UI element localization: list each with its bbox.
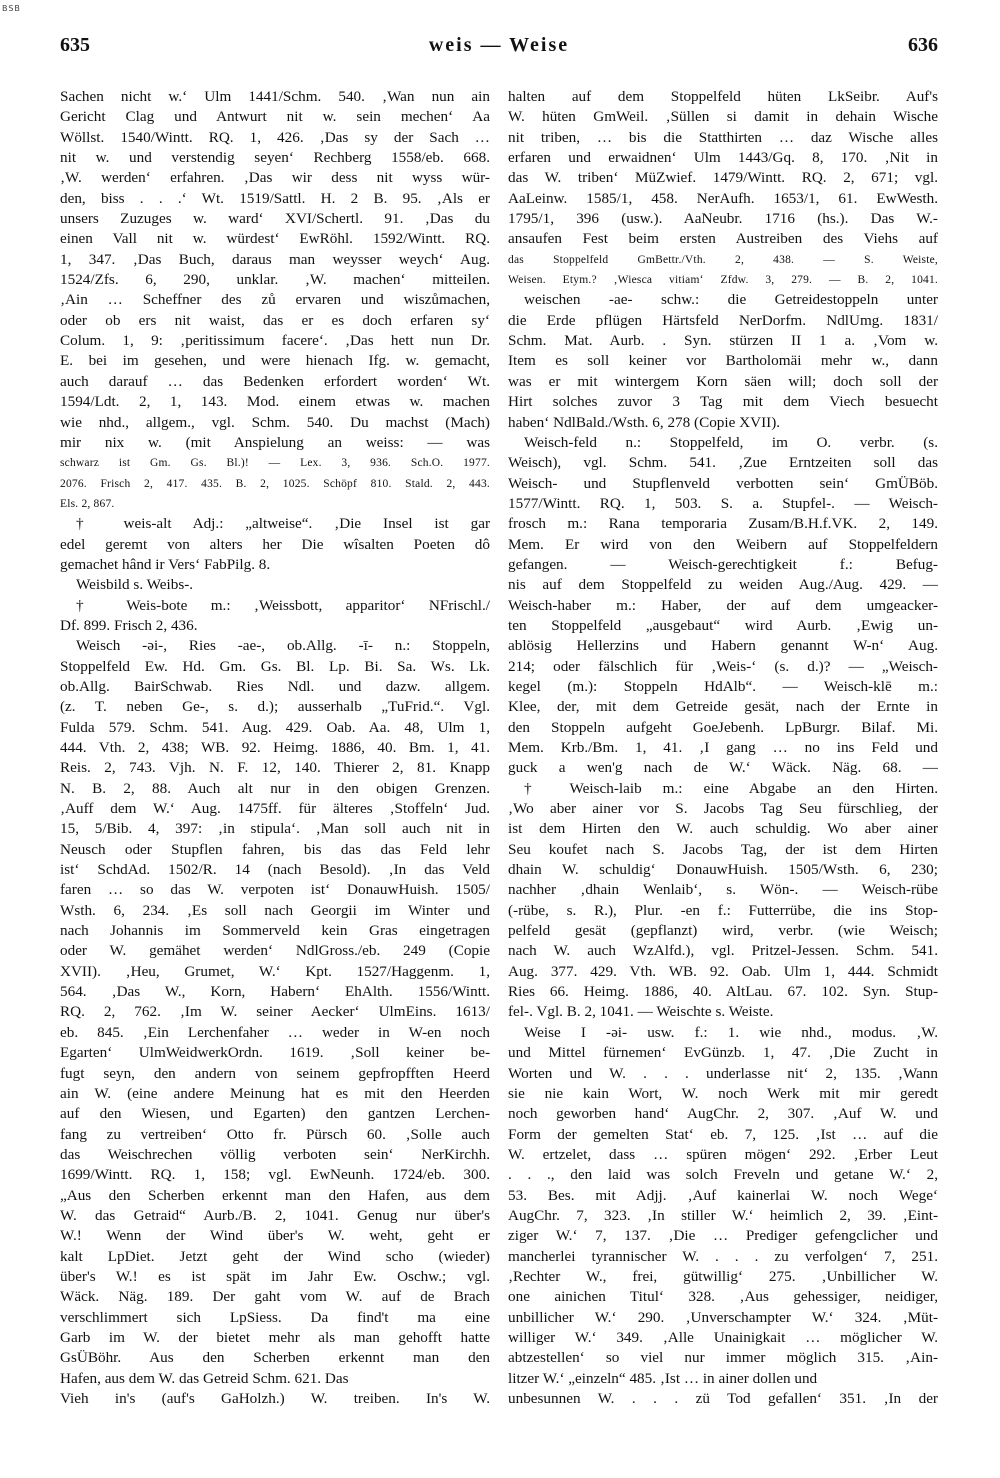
text-line: ‚Ain … Scheffner des zů ervaren und wiszůmachen, (60, 291, 490, 309)
text-line: schwarz ist Gm. Gs. Bl.)! — Lex. 3, 936. Sch.O. 1977. (60, 457, 490, 470)
text-line: die Erde pflügen Härtsfeld NerDorfm. NdlUmg. 1831/ (508, 311, 938, 329)
text-line: erfaren und erwaidnen‘ Ulm 1443/Gq. 8, 170. ‚Nit in (508, 149, 938, 167)
text-line: Mem. Krb./Bm. 1, 41. ‚I gang … no ins Feld und (508, 739, 938, 756)
text-line: nach Johannis im Sommerveld kein Gras eingetragen (60, 922, 490, 940)
text-line: ansaufen Fest beim ersten Austreiben des Viehs auf (508, 230, 938, 248)
text-line: W. hüten GmWeil. ‚Süllen si damit in dehain Wische (508, 108, 938, 126)
text-line: das W. triben‘ MüZwief. 1479/Wintt. RQ. 2, 671; vgl. (508, 169, 938, 187)
text-line: das Weischrechen völlig verboten sein‘ NerKirchh. (60, 1145, 490, 1163)
text-line: Vieh in's (auf's GaHolzh.) W. treiben. In's W. (60, 1390, 490, 1407)
text-line: AaLeinw. 1585/1, 458. NerAufh. 1653/1, 61. EwWesth. (508, 189, 938, 207)
text-line: one ainichen Titul‘ 328. ‚Aus gehessiger, neidiger, (508, 1288, 938, 1306)
text-line: Wöllst. 1540/Wintt. RQ. 1, 426. ‚Das sy der Sach … (60, 128, 490, 146)
text-line: W. das Getraid“ Aurb./B. 2, 1041. Genug nur über's (60, 1206, 490, 1224)
text-line: gefangen. — Weisch-gerechtigkeit f.: Befug- (508, 555, 938, 573)
text-line: mir nix w. (mit Anspielung an weiss: — was (60, 433, 490, 451)
text-line: 2076. Frisch 2, 417. 435. B. 2, 1025. Schöpf 810. Stald. 2, 443. (60, 477, 490, 490)
text-line: † Weis-bote m.: ‚Weissbott, apparitor‘ NFrischl./ (76, 596, 490, 614)
text-line: Sachen nicht w.‘ Ulm 1441/Schm. 540. ‚Wan nun ain (60, 88, 490, 105)
text-line: . . ., den laid was solch Freveln und getane W.‘ 2, (508, 1166, 938, 1184)
text-line: 1795/1, 396 (usw.). AaNeubr. 1716 (hs.). Das W.- (508, 210, 938, 228)
text-line: Reis. 2, 743. Vjh. N. F. 12, 140. Thierer 2, 81. Knapp (60, 759, 490, 777)
text-line: RQ. 2, 762. ‚Im W. seiner Aecker‘ UlmEins. 1613/ (60, 1003, 490, 1021)
text-line: W.! Wenn der Wind über's W. weht, geht er (60, 1227, 490, 1245)
text-line: unsers Zuzuges w. ward‘ XVI/Schertl. 91. ‚Das du (60, 210, 490, 228)
text-line: fugt seyn, den andern von seinem gepfropfften Heerd (60, 1064, 490, 1082)
text-line: 1524/Zfs. 6, 290, unklar. ‚W. machen‘ mitteilen. (60, 271, 490, 289)
text-line: ist dem Hirten den W. auch schuldig. Wo aber ainer (508, 820, 938, 838)
text-line: Weisch- und Stupflenveld verbotten sein‘ GmÜBöb. (508, 474, 938, 492)
text-line: einen Vall nit w. würdest‘ EwRöhl. 1592/Wintt. RQ. (60, 230, 490, 248)
text-line: haben‘ NdlBald./Wsth. 6, 278 (Copie XVII). (508, 413, 781, 431)
text-line: halten auf dem Stoppelfeld hüten LkSeibr. Auf's (508, 88, 938, 105)
text-line: fang zu vertreiben‘ Otto fr. Pürsch 60. ‚Solle auch (60, 1125, 490, 1143)
text-line: nachher ‚dhain Wenlaib‘, s. Wön-. — Weisch-rübe (508, 881, 938, 899)
text-line: ‚W. werden‘ erfahren. ‚Das wir dess nit wyss wür- (60, 169, 490, 187)
text-line: GsÜBöhr. Aus den Scherben erkennt man den (60, 1349, 490, 1367)
text-line: Weisch), vgl. Schm. 541. ‚Zue Erntzeiten soll das (508, 454, 938, 472)
text-line: 214; oder fälschlich für ‚Weis-‘ (s. d.)? — „Weisch- (508, 657, 938, 675)
text-line: oder ob ers nit waist, das er es doch erfaren sy‘ (60, 311, 490, 329)
library-stamp: BSB (2, 4, 21, 13)
text-line: Aug. 377. 429. Vth. WB. 92. Oab. Ulm 1, 444. Schmidt (508, 962, 938, 980)
page-header (60, 34, 938, 62)
text-line: gemachet hând ir Vers‘ FabPilg. 8. (60, 555, 271, 573)
text-line: ‚Wo aber ainer vor S. Jacobs Tag Seu fürschlieg, der (508, 800, 938, 818)
text-line: Wäck. Näg. 189. Der gaht vom W. auf de Brach (60, 1288, 490, 1306)
text-line: fel-. Vgl. B. 2, 1041. — Weischte s. Weiste. (508, 1003, 774, 1021)
text-line: abtzestellen‘ so viel nur immer möglich 315. ‚Ain- (508, 1349, 938, 1367)
text-line: nit triben, … bis die Statthirten … daz Wische alles (508, 128, 938, 146)
text-line: noch geworben hand‘ AugChr. 2, 307. ‚Auf W. und (508, 1105, 938, 1123)
text-line: Df. 899. Frisch 2, 436. (60, 616, 198, 634)
text-line: Stoppelfeld Ew. Hd. Gm. Gs. Bl. Lp. Bi. Sa. Ws. Lk. (60, 657, 490, 675)
text-line: williger W.‘ 349. ‚Alle Unainigkait … möglicher W. (508, 1328, 938, 1346)
text-line: mancherlei tyrannischer W. . . . zu verfolgen‘ 7, 251. (508, 1247, 938, 1265)
text-line: unbesunnen W. . . . zü Tod gefallen‘ 351. ‚In der (508, 1390, 938, 1407)
text-line: ten Stoppelfeld „ausgebaut“ wird Aurb. ‚Ewig un- (508, 616, 938, 634)
text-line: † weis-alt Adj.: „altweise“. ‚Die Insel ist gar (76, 515, 490, 533)
text-line: Neusch oder Stupflen fahren, bis das das Feld lehr (60, 840, 490, 858)
text-line: ziger W.‘ 7, 137. ‚Die … Prediger gefengclicher und (508, 1227, 938, 1245)
text-line: ain W. (eine andere Meinung hat es mit den Heerden (60, 1084, 490, 1102)
text-line: das Stoppelfeld GmBettr./Vth. 2, 438. — S. Weiste, (508, 253, 938, 266)
text-line: Mem. Er wird von den Weibern auf Stoppelfeldern (508, 535, 938, 553)
text-line: 444. Vth. 2, 438; WB. 92. Heimg. 1886, 40. Bm. 1, 41. (60, 739, 490, 756)
text-line: edel geremt von alters her Die wîsalten Poeten dô (60, 535, 490, 553)
text-line: E. bei im gesehen, und were hienach Ifg. w. gemacht, (60, 352, 490, 370)
text-line: Worten und W. . . . underlasse nit‘ 2, 135. ‚Wann (508, 1064, 938, 1082)
text-line: (-rübe, s. R.), Plur. -en f.: Futterrübe, die ins Stop- (508, 901, 938, 919)
text-line: unbillicher W.‘ 290. ‚Unverschampter W.‘ 324. ‚Müt- (508, 1308, 938, 1326)
text-line: nit w. und verstendig seyen‘ Rechberg 1558/eb. 668. (60, 149, 490, 167)
text-line: 1699/Wintt. RQ. 1, 158; vgl. EwNeunh. 1724/eb. 300. (60, 1166, 490, 1184)
text-line: Hirt solches zuvor 3 Tag mit dem Viech besuecht (508, 393, 938, 411)
text-line: Schm. Mat. Aurb. . Syn. stürzen II 1 a. ‚Vom w. (508, 332, 938, 350)
text-line: was er mit wintergem Korn säen will; doch soll der (508, 372, 938, 390)
text-line: Weisbild s. Weibs-. (76, 576, 194, 594)
text-line: auf den Wiesen, und Egarten) den gantzen Lerchen- (60, 1105, 490, 1123)
right-column (508, 87, 938, 1472)
text-line: frosch m.: Rana temporaria Zusam/B.H.f.VK. 2, 149. (508, 515, 938, 533)
text-line: kegel (m.): Stoppeln HdAlb“. — Weisch-klē m.: (508, 677, 938, 695)
text-line: und Mittel fürnemen‘ EvGünzb. 1, 47. ‚Die Zucht in (508, 1044, 938, 1062)
text-line: litzer W.‘ „einzeln“ 485. ‚Ist … in ainer dollen und (508, 1369, 818, 1387)
text-line: 53. Bes. mit Adjj. ‚Auf kainerlai W. noch Wege‘ (508, 1186, 938, 1204)
text-line: Weisch -əi-, Ries -ae-, ob.Allg. -ī- n.: Stoppeln, (76, 637, 490, 655)
text-line: Weisch-feld n.: Stoppelfeld, im O. verbr. (s. (524, 433, 938, 451)
text-line: Klee, der, mit dem Getreide gesät, nach der Ernte in (508, 698, 938, 716)
text-line: Weisen. Etym.? ‚Wiesca vitiam‘ Zfdw. 3, 279. — B. 2, 1041. (508, 274, 938, 287)
page-number-left: 635 (60, 34, 90, 56)
text-line: guck a wen'g nach de W.‘ Wäck. Näg. 68. — (508, 759, 938, 777)
text-line: faren … so das W. verpoten ist‘ DonauwHuish. 1505/ (60, 881, 490, 899)
text-line: ‚Auff dem W.‘ Aug. 1475ff. für älteres ‚Stoffeln‘ Jud. (60, 800, 490, 818)
text-line: nis auf dem Stoppelfeld zu weiden Aug./Aug. 429. — (508, 576, 938, 594)
text-line: Weisch-haber m.: Haber, der auf dem umgeacker- (508, 596, 938, 614)
text-line: eb. 845. ‚Ein Lerchenfaher … weder in W-en noch (60, 1023, 490, 1041)
page-number-right: 636 (908, 34, 938, 56)
text-line: Gericht Clag und Antwurt nit w. sein mechen‘ Aa (60, 108, 490, 126)
text-line: verschlimmert sich LpSiess. Da find't ma eine (60, 1308, 490, 1326)
text-line: ‚Rechter W., frei, gütwillig‘ 275. ‚Unbillicher W. (508, 1267, 938, 1285)
text-line: 15, 5/Bib. 4, 397: ‚in stipula‘. ‚Man soll auch nit in (60, 820, 490, 838)
text-line: AugChr. 7, 323. ‚In stiller W.‘ heimlich 2, 39. ‚Eint- (508, 1206, 938, 1224)
text-line: Weise I -əi- usw. f.: 1. wie nhd., modus. ‚W. (524, 1023, 938, 1041)
text-line: pelfeld gesät (gepflanzt) wird, verbr. (wie Weisch; (508, 922, 938, 940)
text-line: nach W. auch WzAlfd.), vgl. Pritzel-Jessen. Schm. 541. (508, 942, 938, 960)
text-line: W. ertzelet, dass … spüren mögen‘ 292. ‚Erber Leut (508, 1145, 938, 1163)
left-column (60, 87, 490, 1472)
text-line: sie nie kain Wort, W. noch Werk mit mir geredt (508, 1084, 938, 1102)
text-line: über's W.! es ist spät im Jahr Ew. Oschw.; vgl. (60, 1267, 490, 1285)
text-line: XVII). ‚Heu, Grumet, W.‘ Kpt. 1527/Haggenm. 1, (60, 962, 490, 980)
text-line: Hafen, aus dem W. das Getreid Schm. 621. Das (60, 1369, 349, 1387)
text-line: N. B. 2, 88. Auch alt nur in den obigen Grenzen. (60, 779, 490, 797)
text-line: den Stoppeln aufgeht GoeJebenh. LpBurgr. Bilaf. Mi. (508, 718, 938, 736)
text-line: kalt LpDiet. Jetzt geht der Wind scho (wieder) (60, 1247, 490, 1265)
text-line: † Weisch-laib m.: eine Abgabe an den Hirten. (524, 779, 938, 797)
text-line: Form der gemelten Stat‘ eb. 7, 125. ‚Ist … auf die (508, 1125, 938, 1143)
text-line: 564. ‚Das W., Korn, Habern‘ EhAlth. 1556/Wintt. (60, 983, 490, 1001)
text-line: Egarten‘ UlmWeidwerkOrdn. 1619. ‚Soll keiner be- (60, 1044, 490, 1062)
text-line: 1, 347. ‚Das Buch, daraus man weysser weych‘ Aug. (60, 250, 490, 268)
text-line: (z. T. neben Ge-, s. d.); ausserhalb „TuFrid.“. Vgl. (60, 698, 490, 716)
text-line: ob.Allg. BairSchwab. Ries Ndl. und dazw. allgem. (60, 677, 490, 695)
text-line: Garb im W. der bietet mehr als man gehofft hatte (60, 1328, 490, 1346)
text-line: 1594/Ldt. 2, 1, 143. Mod. einem etwas w. machen (60, 393, 490, 411)
text-line: Item es soll keiner vor Bartholomäi mehr w., dann (508, 352, 938, 370)
text-line: den, biss . . .‘ Wt. 1519/Sattl. H. 2 B. 95. ‚Als er (60, 189, 490, 207)
text-line: ist‘ SchdAd. 1502/R. 14 (nach Besold). ‚In das Veld (60, 861, 490, 879)
text-line: Ries 66. Heimg. 1886, 40. AltLau. 67. 102. Syn. Stup- (508, 983, 938, 1001)
text-line: Seu koufet nach S. Jacobs Tag, der ist dem Hirten (508, 840, 938, 858)
text-line: Wsth. 6, 234. ‚Es soll nach Georgii im Winter und (60, 901, 490, 919)
text-line: Els. 2, 867. (60, 497, 115, 510)
text-line: auch darauf … das Bedenken erfordert worden‘ Wt. (60, 372, 490, 390)
text-line: „Aus den Scherben erkennt man den Hafen, aus dem (60, 1186, 490, 1204)
text-line: wie nhd., allgem., vgl. Schm. 540. Du machst (Mach) (60, 413, 490, 431)
text-line: dhain W. schuldig‘ DonauwHuish. 1505/Wsth. 6, 230; (508, 861, 938, 879)
text-line: Colum. 1, 9: ‚peritissimum facere‘. ‚Das hett nun Dr. (60, 332, 490, 350)
text-line: Fulda 579. Schm. 541. Aug. 429. Oab. Aa. 48, Ulm 1, (60, 718, 490, 736)
text-line: weischen -ae- schw.: die Getreidestoppeln unter (524, 291, 938, 309)
text-line: oder W. gemähet werden‘ NdlGross./eb. 249 (Copie (60, 942, 490, 960)
text-line: ablösig Hellerzins und Habern genannt W-n‘ Aug. (508, 637, 938, 655)
running-title: weis — Weise (428, 34, 570, 56)
text-line: 1577/Wintt. RQ. 1, 503. S. a. Stupfel-. — Weisch- (508, 494, 938, 512)
